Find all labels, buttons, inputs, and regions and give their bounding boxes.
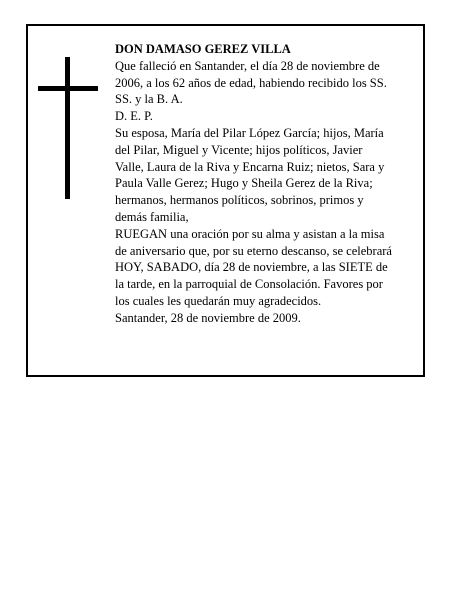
notice-line: del Pilar, Miguel y Vicente; hijos políticos, Javier: [115, 142, 363, 157]
notice-line: SS. y la B. A.: [115, 92, 183, 107]
notice-line: la tarde, en la parroquial de Consolación. Favores por: [115, 277, 383, 292]
notice-line: RUEGAN una oración por su alma y asistan a la misa: [115, 226, 385, 241]
notice-line: Paula Valle Gerez; Hugo y Sheila Gerez de la Riva;: [115, 176, 373, 191]
notice-line: Valle, Laura de la Riva y Encarna Ruiz; nietos, Sara y: [115, 159, 385, 174]
notice-line: D. E. P.: [115, 109, 153, 124]
cross-icon: [38, 57, 98, 199]
notice-line: los cuales les quedarán muy agradecidos.: [115, 293, 322, 308]
notice-line: Su esposa, María del Pilar López García; hijos, María: [115, 125, 384, 140]
notice-line: Que falleció en Santander, el día 28 de noviembre de: [115, 58, 380, 73]
notice-line: hermanos, hermanos políticos, sobrinos, primos y: [115, 193, 364, 208]
notice-text: [115, 41, 419, 327]
notice-line: Santander, 28 de noviembre de 2009.: [115, 310, 301, 325]
deceased-name: DON DAMASO GEREZ VILLA: [115, 42, 291, 56]
notice-line: HOY, SABADO, día 28 de noviembre, a las SIETE de: [115, 260, 388, 275]
notice-line: de aniversario que, por su eterno descanso, se celebrará: [115, 243, 392, 258]
notice-line: 2006, a los 62 años de edad, habiendo recibido los SS.: [115, 75, 387, 90]
notice-line: demás familia,: [115, 209, 189, 224]
obituary-notice: [26, 24, 425, 377]
